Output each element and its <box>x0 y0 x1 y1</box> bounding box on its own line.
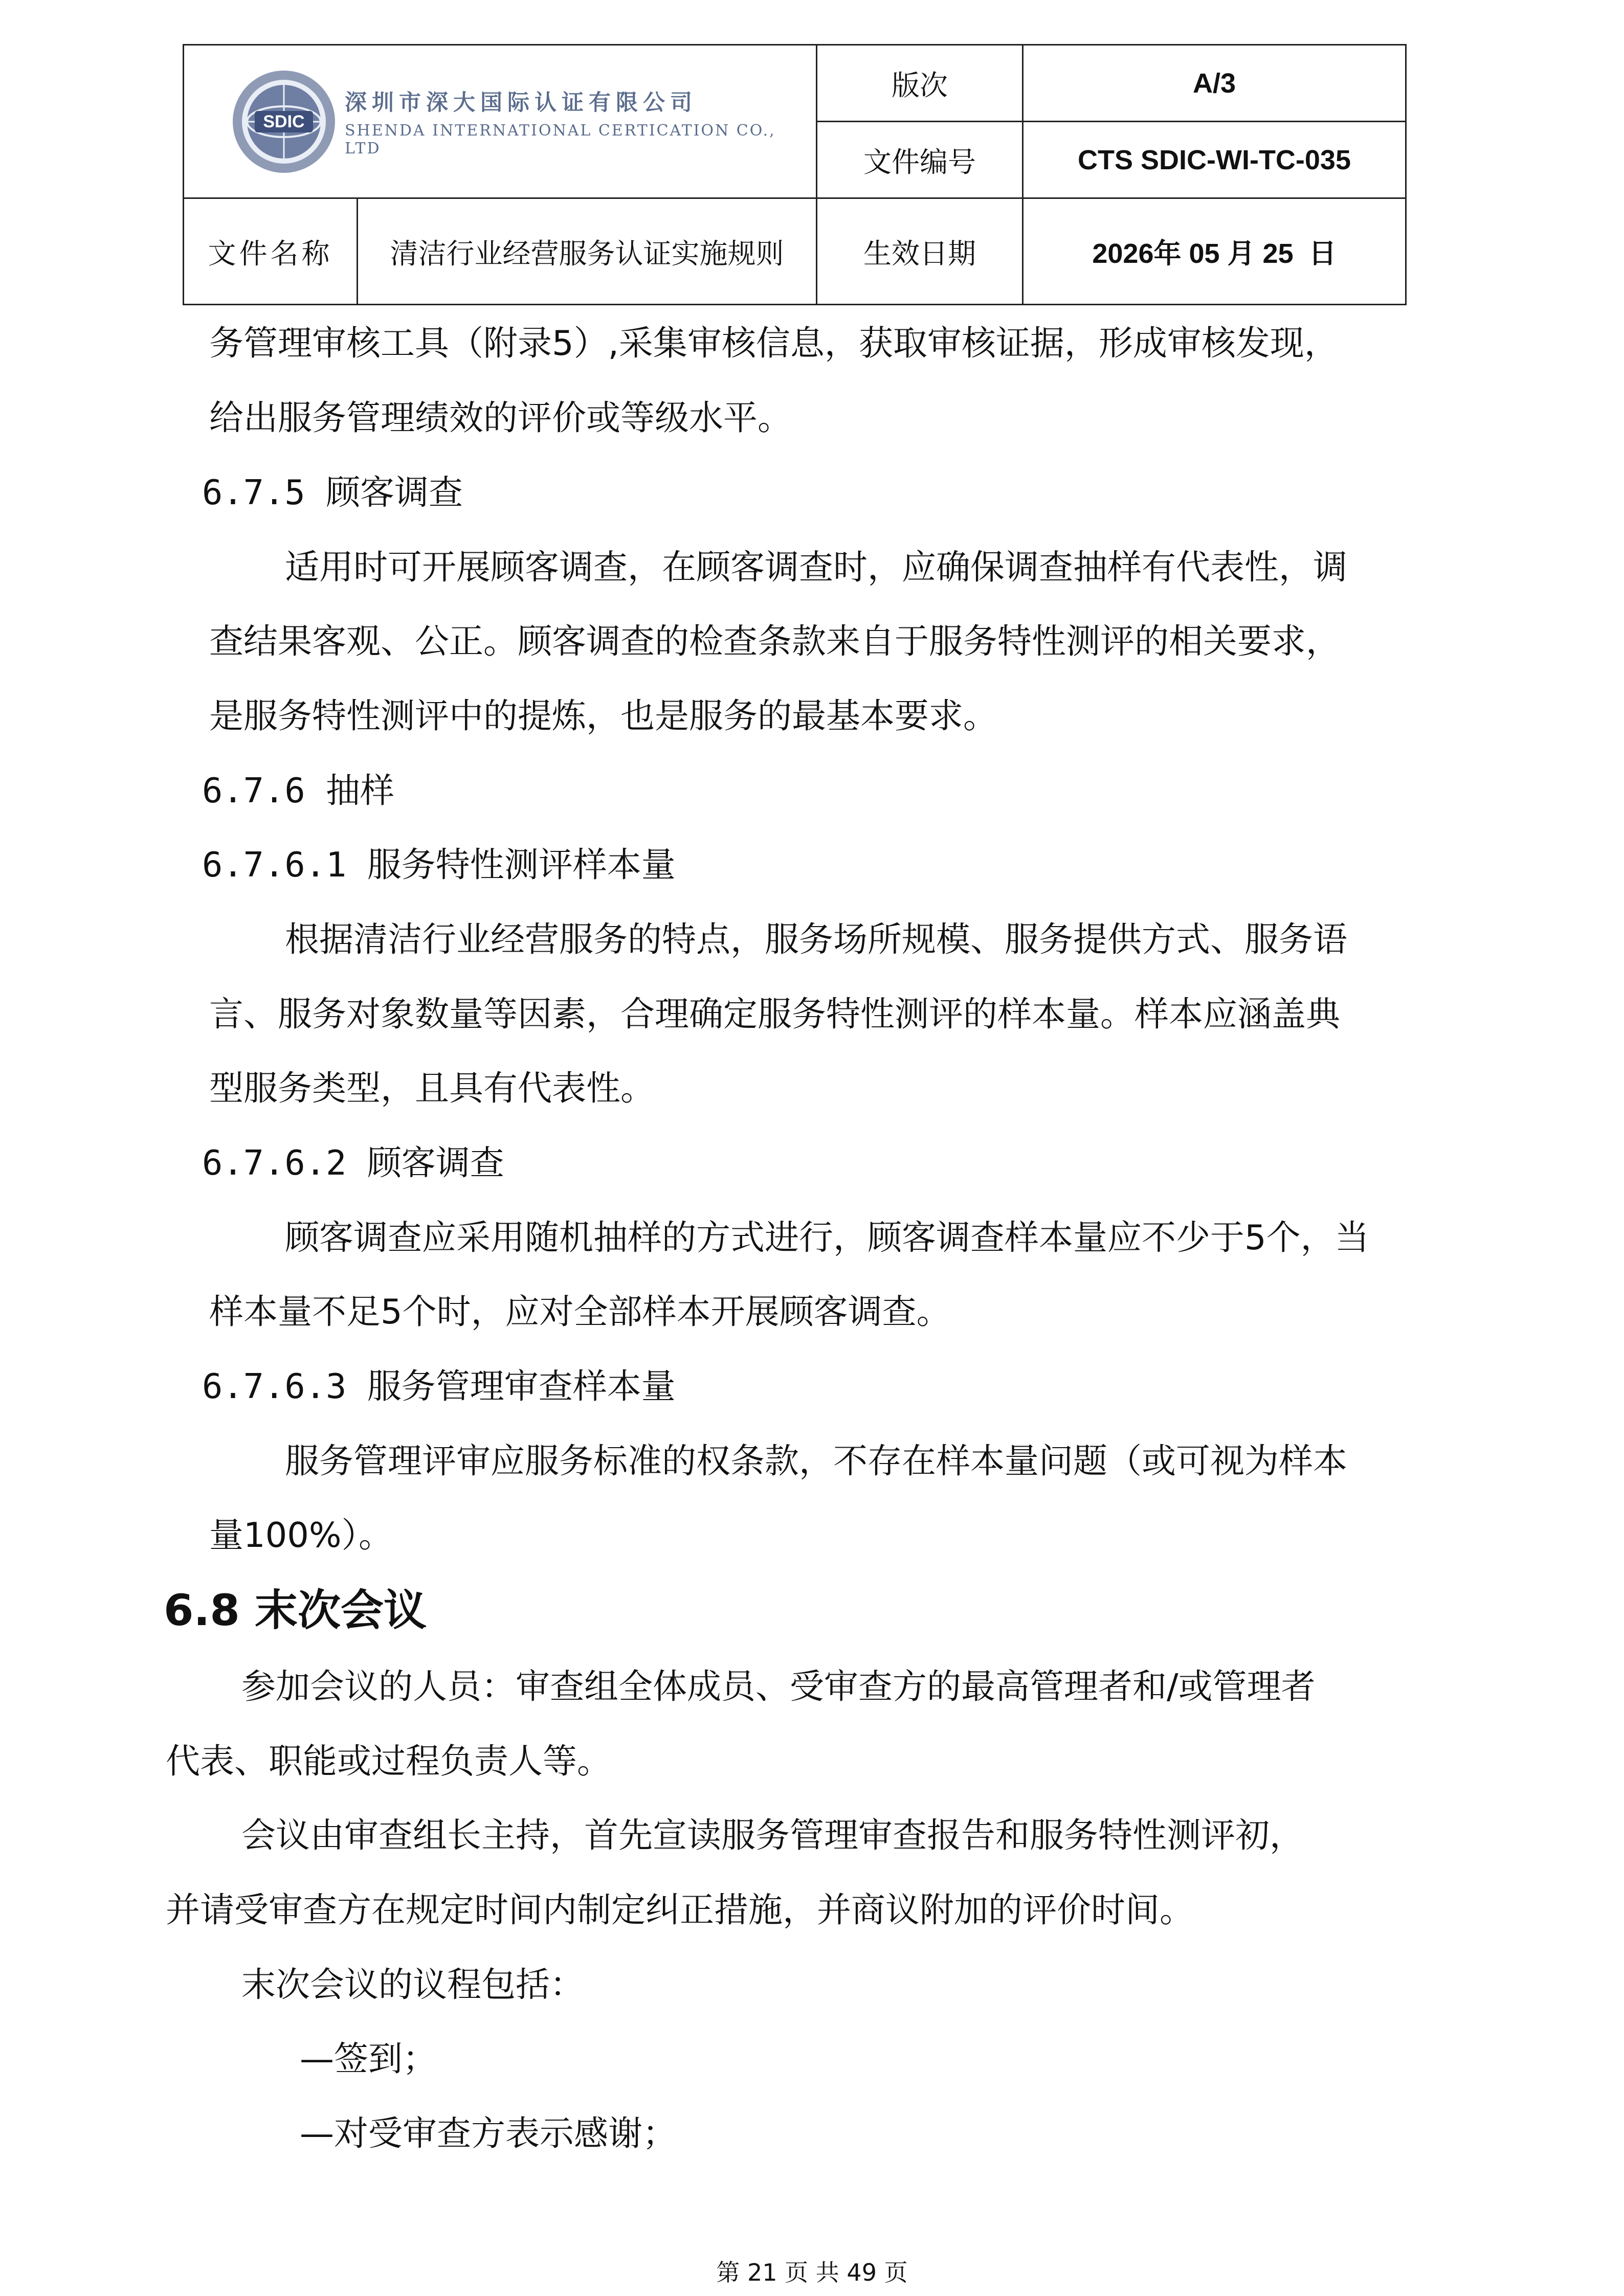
paragraph-line: 适用时可开展顾客调查，在顾客调查时，应确保调查抽样有代表性，调 <box>285 547 1347 587</box>
effective-date-value: 2026年 05 月 25 日 <box>1023 198 1406 305</box>
version-label: 版次 <box>817 45 1023 122</box>
paragraph-line: 型服务类型，且具有代表性。 <box>209 1068 655 1108</box>
section-heading-6-7-6-3: 6.7.6.3 服务管理审查样本量 <box>202 1366 676 1406</box>
paragraph-line: 给出服务管理绩效的评价或等级水平。 <box>209 398 792 438</box>
paragraph-line: 是服务特性测评中的提炼，也是服务的最基本要求。 <box>209 696 997 736</box>
paragraph-line: 务管理审核工具（附录5）,采集审核信息，获取审核证据，形成审核发现， <box>209 323 1339 363</box>
section-heading-6-7-5: 6.7.5 顾客调查 <box>202 472 463 512</box>
doc-name-label: 文件名称 <box>184 198 358 305</box>
section-heading-6-7-6-1: 6.7.6.1 服务特性测评样本量 <box>202 845 676 885</box>
company-logo-cell <box>184 45 817 198</box>
paragraph-line: 会议由审查组长主持，首先宣读服务管理审查报告和服务特性测评初， <box>241 1815 1304 1855</box>
document-header-table <box>183 44 1407 305</box>
paragraph-line: 根据清洁行业经营服务的特点，服务场所规模、服务提供方式、服务语 <box>285 919 1347 959</box>
list-item: —签到； <box>300 2039 437 2079</box>
paragraph-line: 末次会议的议程包括： <box>241 1965 584 2005</box>
version-value: A/3 <box>1023 45 1406 122</box>
paragraph-line: 参加会议的人员：审查组全体成员、受审查方的最高管理者和/或管理者 <box>241 1667 1316 1706</box>
paragraph-line: 服务管理评审应服务标准的权条款，不存在样本量问题（或可视为样本 <box>285 1441 1347 1481</box>
section-heading-6-7-6-2: 6.7.6.2 顾客调查 <box>202 1143 504 1183</box>
paragraph-line: 样本量不足5个时，应对全部样本开展顾客调查。 <box>209 1292 951 1332</box>
paragraph-line: 代表、职能或过程负责人等。 <box>166 1741 611 1781</box>
section-heading-6-8: 6.8 末次会议 <box>164 1585 427 1635</box>
paragraph-line: 顾客调查应采用随机抽样的方式进行，顾客调查样本量应不少于5个，当 <box>285 1218 1369 1257</box>
sdic-logo-icon <box>230 68 338 175</box>
doc-no-value: CTS SDIC-WI-TC-035 <box>1023 122 1406 198</box>
company-name-en: SHENDA INTERNATIONAL CERTICATION CO., LTD <box>345 122 776 157</box>
section-heading-6-7-6: 6.7.6 抽样 <box>202 771 395 811</box>
effective-date-label: 生效日期 <box>817 198 1023 305</box>
paragraph-line: 查结果客观、公正。顾客调查的检查条款来自于服务特性测评的相关要求， <box>209 621 1340 661</box>
paragraph-line: 言、服务对象数量等因素，合理确定服务特性测评的样本量。样本应涵盖典 <box>209 994 1340 1034</box>
svg-text:SDIC: SDIC <box>263 111 305 131</box>
paragraph-line: 量100%）。 <box>209 1515 393 1555</box>
paragraph-line: 并请受审查方在规定时间内制定纠正措施，并商议附加的评价时间。 <box>166 1890 1194 1930</box>
company-name-cn: 深圳市深大国际认证有限公司 <box>345 90 697 116</box>
list-item: —对受审查方表示感谢； <box>300 2113 677 2153</box>
doc-name-value: 清洁行业经营服务认证实施规则 <box>358 198 817 305</box>
doc-no-label: 文件编号 <box>817 122 1023 198</box>
page-number-footer: 第 21 页 共 49 页 <box>716 2259 908 2286</box>
